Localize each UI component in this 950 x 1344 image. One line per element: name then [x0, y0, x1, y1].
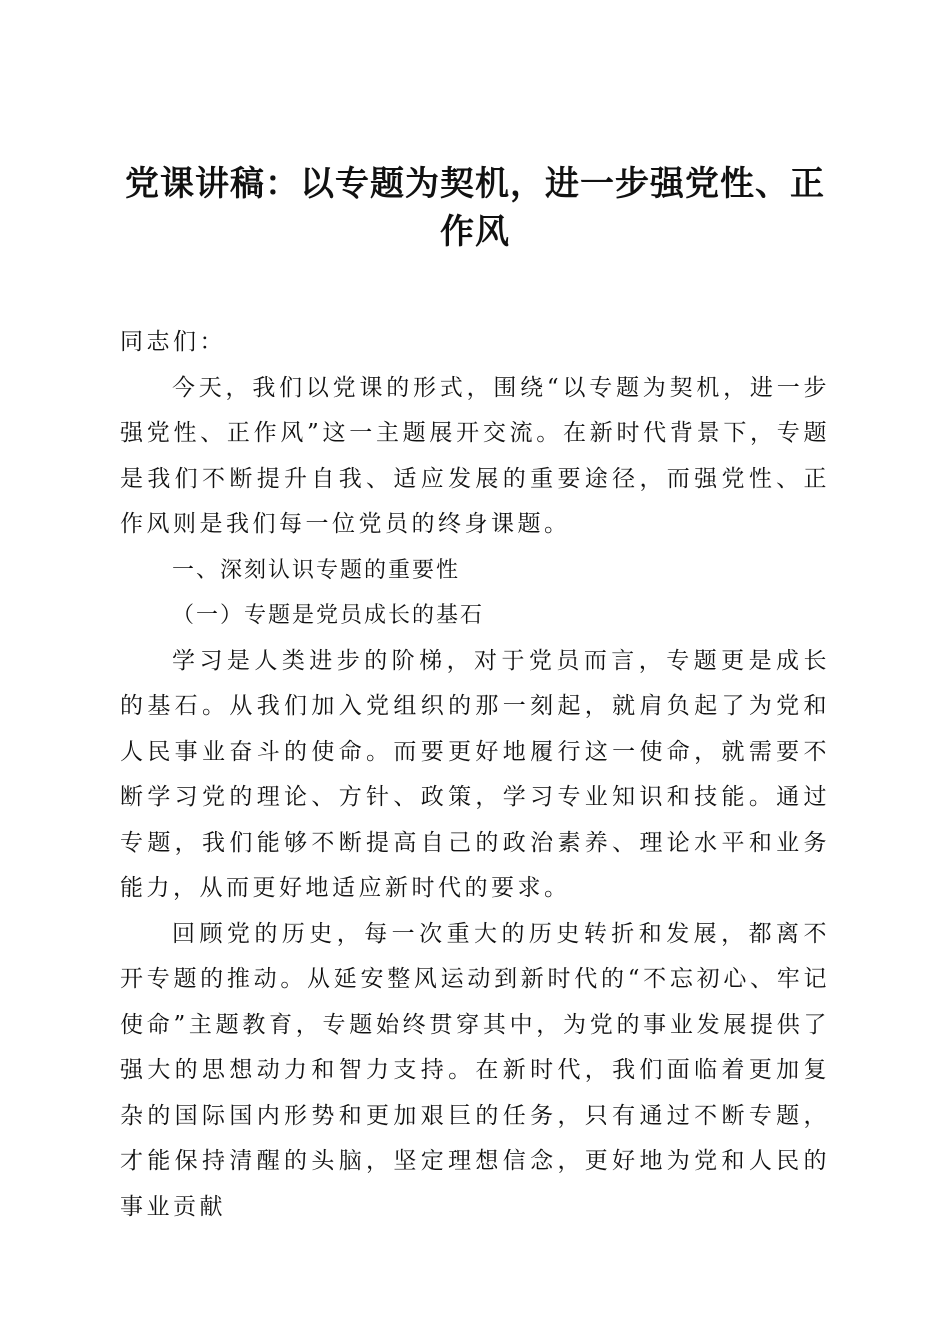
document-body: [120, 320, 830, 1230]
body-paragraph-2: 回顾党的历史，每一次重大的历史转折和发展，都离不开专题的推动。从延安整风运动到新时代的“不忘初心、牢记使命”主题教育，专题始终贯穿其中，为党的事业发展提供了强大的思想动力和智力支持。在新时代，我们面临着更加复杂的国际国内形势和更加艰巨的任务，只有通过不断专题，才能保持清醒的头脑，坚定理想信念，更好地为党和人民的事业贡献: [120, 920, 830, 1220]
intro-paragraph: 今天，我们以党课的形式，围绕“以专题为契机，进一步强党性、正作风”这一主题展开交流。在新时代背景下，专题是我们不断提升自我、适应发展的重要途径，而强党性、正作风则是我们每一位党员的终身课题。: [120, 374, 830, 537]
section-heading-1: 一、深刻认识专题的重要性: [172, 557, 461, 583]
body-paragraph-1: 学习是人类进步的阶梯，对于党员而言，专题更是成长的基石。从我们加入党组织的那一刻起，就肩负起了为党和人民事业奋斗的使命。而要更好地履行这一使命，就需要不断学习党的理论、方针、政策，学习专业知识和技能。通过专题，我们能够不断提高自己的政治素养、理论水平和业务能力，从而更好地适应新时代的要求。: [120, 647, 830, 901]
subsection-heading-1: （一）专题是党员成长的基石: [172, 603, 485, 628]
salutation: 同志们：: [120, 329, 226, 355]
document-title: 党课讲稿：以专题为契机，进一步强党性、正作风: [125, 164, 825, 252]
